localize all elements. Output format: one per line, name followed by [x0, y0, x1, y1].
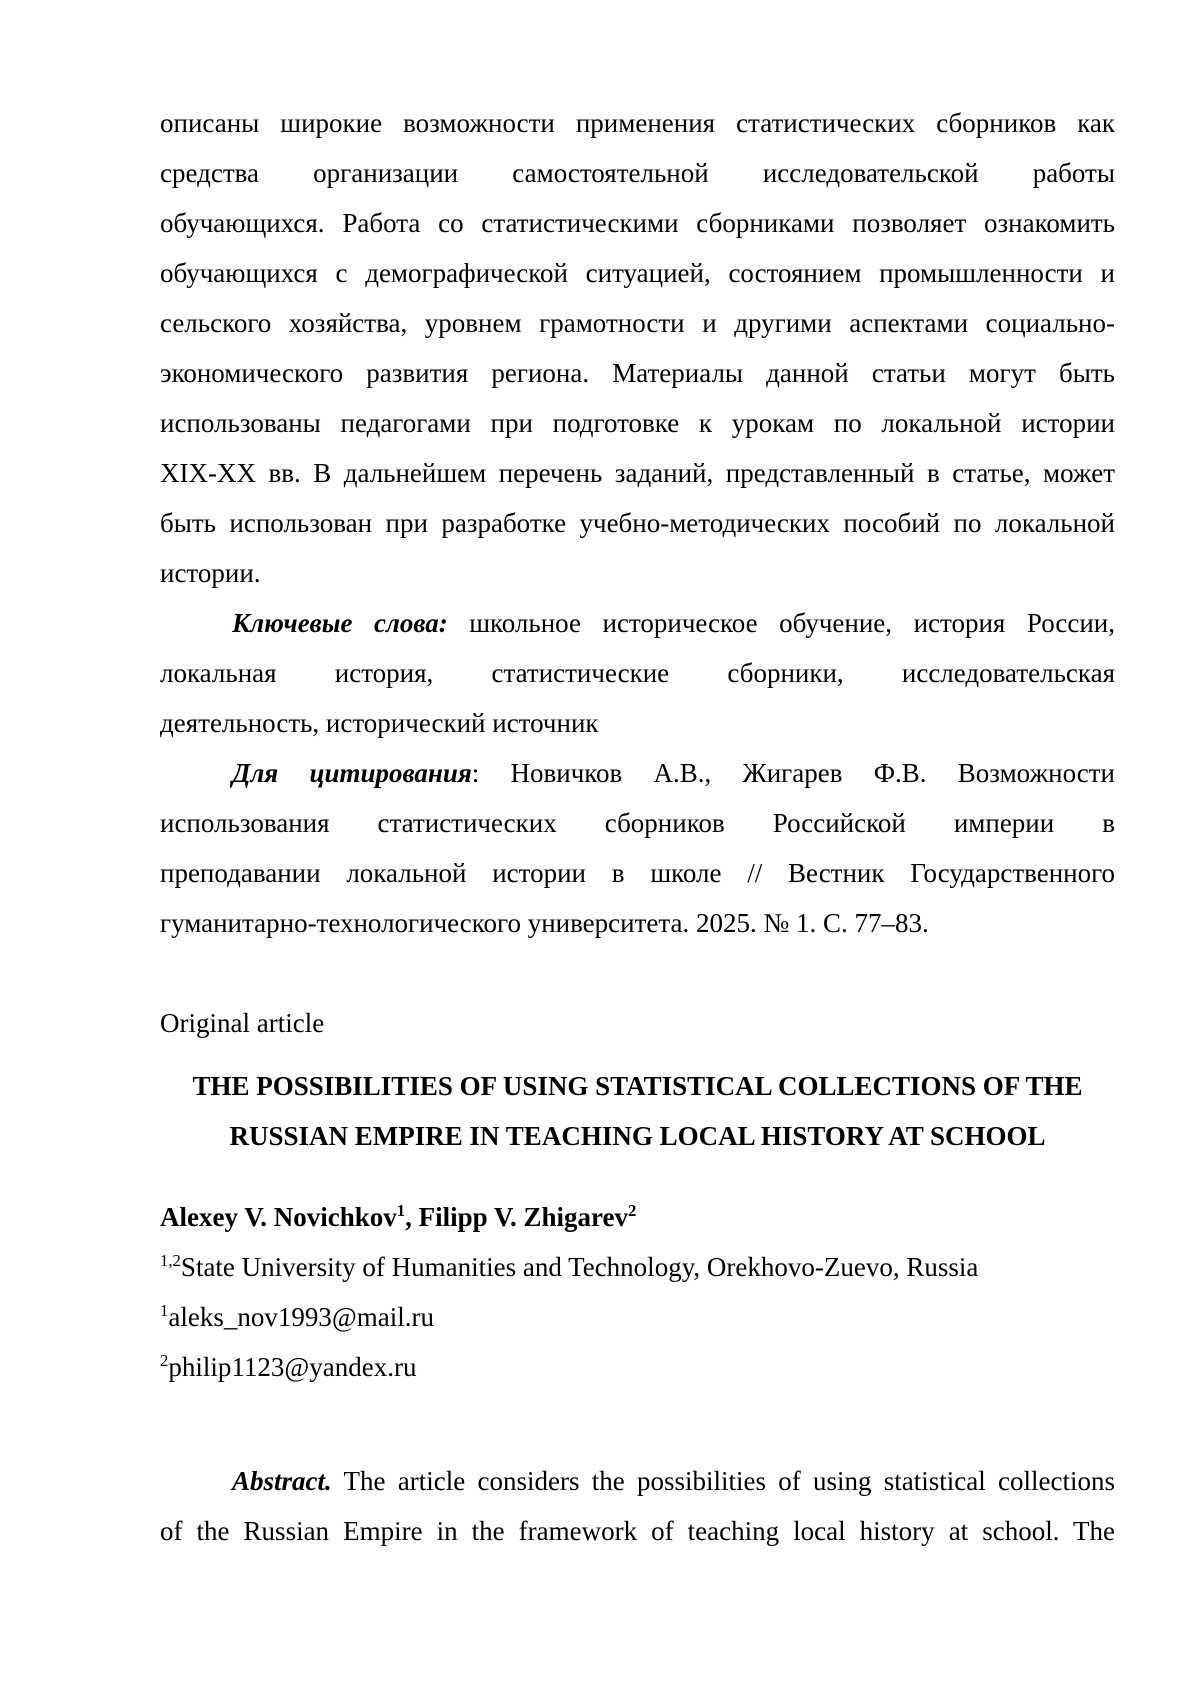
- text-line-1: [160, 148, 1115, 198]
- text-line-14: [160, 798, 1115, 848]
- text-line-3: [160, 248, 1115, 298]
- text-line-11: [160, 648, 1115, 698]
- text-line-10: [160, 598, 1115, 648]
- text-segment: THE POSSIBILITIES OF USING STATISTICAL COLLECTIONS OF THE: [192, 1071, 1083, 1101]
- text-segment: обучающихся. Работа со статистическими сборниками позволяет ознакомить: [160, 208, 1115, 238]
- text-line-18: [160, 1061, 1115, 1111]
- text-segment: Abstract.: [232, 1466, 332, 1496]
- text-segment: гуманитарно-технологического университета. 2025. № 1. С. 77–83.: [160, 908, 929, 938]
- text-segment: Ключевые слова:: [232, 608, 448, 638]
- text-segment: State University of Humanities and Technology, Orekhovo-Zuevo, Russia: [180, 1252, 979, 1282]
- text-segment: 1,2: [160, 1251, 181, 1270]
- text-segment: обучающихся с демографической ситуацией, состоянием промышленности и: [160, 258, 1115, 288]
- text-segment: , Filipp V. Zhigarev: [405, 1202, 628, 1232]
- text-line-20: [160, 1192, 1115, 1242]
- text-segment: 1: [396, 1201, 406, 1220]
- text-segment: philip1123@yandex.ru: [168, 1352, 417, 1382]
- text-segment: : Новичков А.В., Жигарев Ф.В. Возможности: [471, 758, 1115, 788]
- text-line-19: [160, 1111, 1115, 1161]
- text-line-25: [160, 1506, 1115, 1556]
- text-line-0: [160, 98, 1115, 148]
- text-segment: школьное историческое обучение, история России,: [447, 608, 1115, 638]
- text-line-4: [160, 298, 1115, 348]
- text-segment: локальная история, статистические сборники, исследовательская: [160, 658, 1115, 688]
- text-line-12: [160, 698, 1115, 748]
- text-segment: Для цитирования: [232, 758, 472, 788]
- text-segment: 2: [160, 1351, 169, 1370]
- text-segment: of the Russian Empire in the framework of teaching local history at school. The: [160, 1516, 1115, 1546]
- text-segment: The article considers the possibilities of using statistical collections: [331, 1466, 1115, 1496]
- text-line-23: [160, 1342, 1115, 1392]
- text-line-7: [160, 448, 1115, 498]
- text-segment: экономического развития региона. Материалы данной статьи могут быть: [160, 358, 1115, 388]
- text-segment: быть использован при разработке учебно-методических пособий по локальной: [160, 508, 1115, 538]
- text-flow: [160, 98, 1115, 1556]
- text-segment: средства организации самостоятельной исследовательской работы: [160, 158, 1115, 188]
- text-segment: Alexey V. Novichkov: [160, 1202, 397, 1232]
- text-line-8: [160, 498, 1115, 548]
- text-segment: aleks_nov1993@mail.ru: [168, 1302, 434, 1332]
- text-line-2: [160, 198, 1115, 248]
- text-segment: Original article: [160, 1008, 325, 1038]
- text-segment: описаны широкие возможности применения статистических сборников как: [160, 108, 1115, 138]
- text-segment: деятельность, исторический источник: [160, 708, 599, 738]
- text-segment: истории.: [160, 558, 261, 588]
- text-segment: 2: [627, 1201, 637, 1220]
- text-line-24: [160, 1456, 1115, 1506]
- text-segment: преподавании локальной истории в школе // Вестник Государственного: [160, 858, 1115, 888]
- text-line-9: [160, 548, 1115, 598]
- text-line-5: [160, 348, 1115, 398]
- text-segment: использованы педагогами при подготовке к урокам по локальной истории: [160, 408, 1115, 438]
- text-line-13: [160, 748, 1115, 798]
- text-segment: использования статистических сборников Российской империи в: [160, 808, 1115, 838]
- text-line-15: [160, 848, 1115, 898]
- text-segment: 1: [160, 1301, 169, 1320]
- text-line-21: [160, 1242, 1115, 1292]
- text-segment: RUSSIAN EMPIRE IN TEACHING LOCAL HISTORY AT SCHOOL: [229, 1121, 1046, 1151]
- text-line-17: [160, 998, 1115, 1048]
- text-segment: сельского хозяйства, уровнем грамотности и другими аспектами социально-: [160, 308, 1115, 338]
- text-line-16: [160, 898, 1115, 948]
- text-line-6: [160, 398, 1115, 448]
- text-line-22: [160, 1292, 1115, 1342]
- text-segment: XIX-XX вв. В дальнейшем перечень заданий, представленный в статье, может: [160, 458, 1115, 488]
